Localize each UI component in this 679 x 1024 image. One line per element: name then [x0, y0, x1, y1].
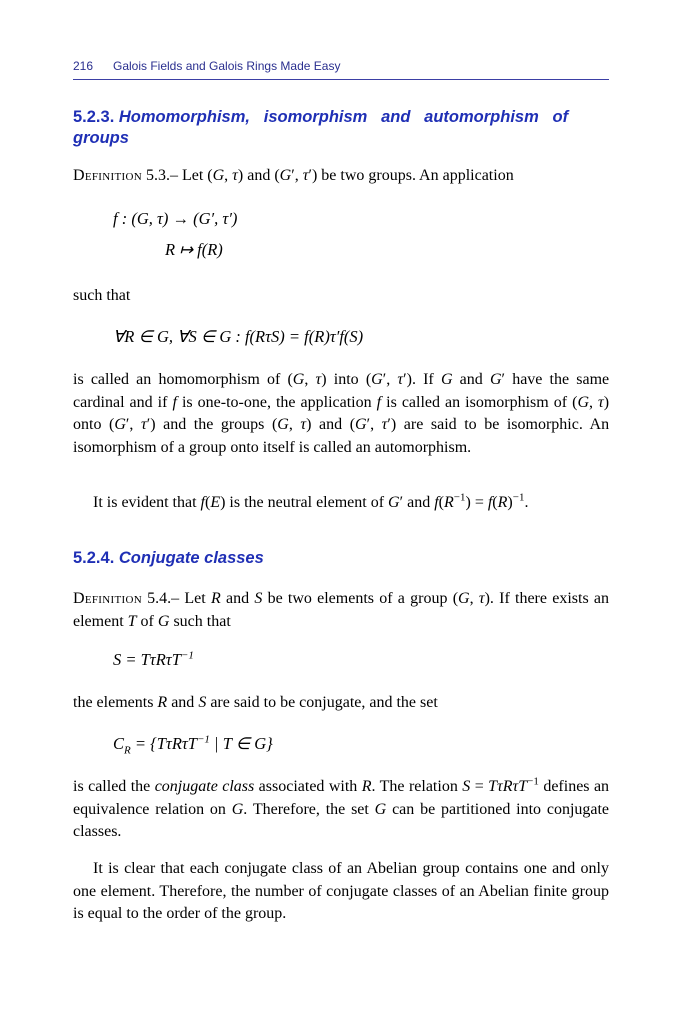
- section-number: 5.2.4.: [73, 549, 115, 567]
- text-span: is the neutral element of: [229, 494, 385, 511]
- text-span: such that: [173, 612, 231, 630]
- text-span: and: [459, 371, 483, 388]
- text-span: the elements: [73, 694, 154, 711]
- text-span: of: [140, 612, 154, 630]
- page-number: 216: [73, 59, 94, 73]
- section-heading-conjugate-classes: [73, 548, 609, 569]
- definition-number: 5.4.–: [147, 590, 180, 607]
- text-span: are said to be isomorphic. An isomorphism of a group onto itself is called an automorphism.: [73, 416, 610, 456]
- section-title: Conjugate classes: [118, 549, 264, 567]
- section-number: 5.2.3.: [73, 108, 115, 126]
- conjugate-sentence: the elements R and S are said to be conjugate, and the set: [73, 694, 438, 711]
- text-span: . Therefore, the set: [243, 800, 369, 818]
- text-span: is called an isomorphism of: [386, 393, 568, 411]
- text-span: be two groups. An application: [321, 167, 514, 184]
- such-that: such that: [73, 287, 131, 304]
- text-span: . If: [411, 371, 434, 388]
- homomorphism-condition: ∀R ∈ G, ∀S ∈ G : f(RτS) = f(R)τ′f(S): [113, 327, 364, 346]
- text-span: is called an homomorphism of: [73, 371, 281, 388]
- text-span: and: [171, 694, 195, 711]
- class-exponent: −1: [196, 733, 210, 746]
- conjugate-class-equation: [113, 734, 273, 756]
- text-span: and: [319, 416, 343, 433]
- text-span: onto: [73, 416, 102, 433]
- text-span: and: [407, 494, 431, 511]
- section-heading-line1: [73, 107, 609, 128]
- text-span: be two elements of a group: [267, 590, 448, 607]
- text-span: and: [247, 167, 271, 184]
- equation-body: S = TτRτT: [113, 650, 181, 669]
- text-span: associated with: [258, 778, 358, 795]
- text-span: Let: [184, 590, 206, 607]
- text-span: . If there exists an element: [73, 590, 610, 630]
- equation-exponent: −1: [180, 649, 194, 662]
- running-title: Galois Fields and Galois Rings Made Easy: [113, 59, 341, 73]
- definition-5-3-body: is called an homomorphism of (G, τ) into (G′, τ′). If G and G′ have the same cardinal and if f is one-to-one, the application f is called an isomorphism of (G, τ) onto (G′, τ′) and the groups (G, τ) and (G′, τ′) are said to be isomorphic. An isomorphism of a group onto itself is called an automorphism.: [73, 371, 610, 456]
- class-set-condition: | T ∈ G}: [209, 734, 273, 753]
- text-span: into: [333, 371, 359, 388]
- text-span: and: [225, 590, 250, 607]
- term-conjugate-class: conjugate class: [154, 778, 255, 795]
- class-symbol: C: [113, 734, 125, 753]
- conjugacy-equation: [113, 650, 194, 670]
- text-span: have the same cardinal and if: [73, 371, 610, 411]
- definition-label: Definition: [73, 590, 142, 607]
- header-rule: [73, 79, 609, 80]
- section-title-line2: groups: [73, 129, 129, 147]
- text-span: are said to be conjugate, and the set: [210, 694, 438, 711]
- section-heading-homomorphism: [73, 107, 609, 149]
- text-span: is called the: [73, 778, 151, 795]
- class-subscript: R: [124, 744, 131, 757]
- map-definition-line2: R ↦ f(R): [165, 240, 223, 259]
- text-span: . The relation: [371, 778, 458, 795]
- text-span: Let: [181, 167, 204, 184]
- definition-label: Definition: [73, 167, 142, 184]
- text-span: can be partitioned into conjugate classes.: [73, 800, 610, 840]
- text-span: defines an equivalence relation on: [73, 778, 610, 818]
- text-span: is one-to-one, the application: [181, 393, 372, 411]
- conjugate-class-explanation: is called the conjugate class associated with R. The relation S = TτRτT$^{-1}$ defines an equivalence relation on G. Therefore, the set G can be partitioned into conjugate classes.: [73, 775, 610, 840]
- definition-5-3-intro: Definition 5.3.– Let (G, τ) and (G′, τ′) be two groups. An application: [73, 167, 514, 184]
- running-header: [73, 59, 609, 73]
- text-span: It is evident that: [93, 494, 197, 511]
- text-span: and the groups: [163, 416, 265, 433]
- definition-5-4: Definition 5.4.– Let R and S be two elements of a group (G, τ). If there exists an element T of G such that: [73, 590, 610, 630]
- definition-number: 5.3.–: [145, 167, 178, 184]
- class-set-body: = {TτRτT: [130, 734, 197, 753]
- map-definition-line1: f : (G, τ) → (G′, τ′): [113, 209, 238, 228]
- section-title-line1: Homomorphism, isomorphism and automorphism of: [118, 108, 569, 126]
- abelian-remark: It is clear that each conjugate class of an Abelian group contains one and only one element. Therefore, the number of conjugate classes of an Abelian finite group is equal to the order of the group.: [73, 860, 609, 922]
- neutral-element-remark: It is evident that f(E) is the neutral element of G′ and $f(R^{-1}) = f(R)^{-1}$.: [93, 491, 529, 511]
